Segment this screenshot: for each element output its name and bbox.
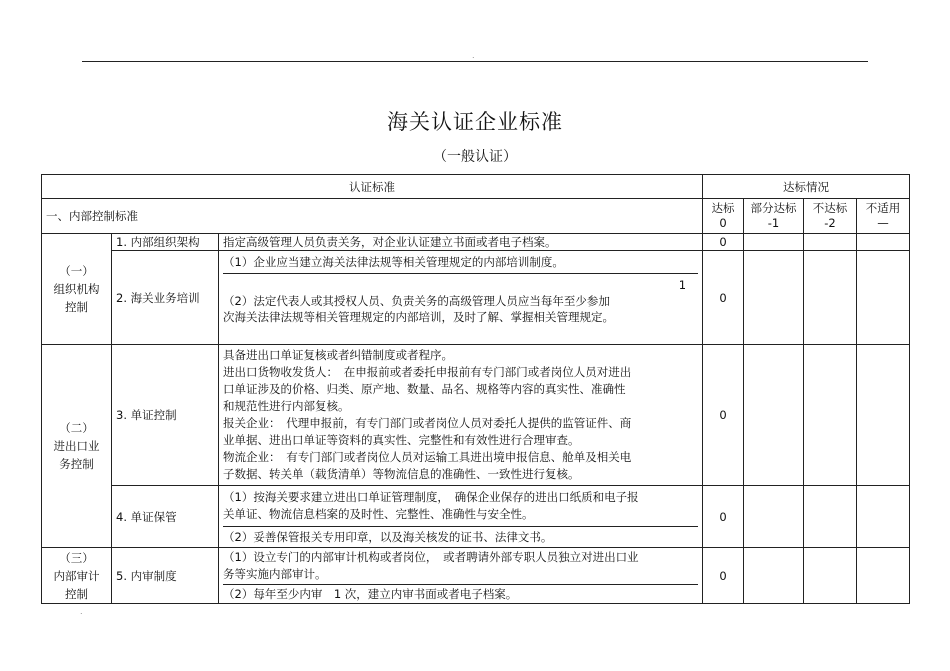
table-row bbox=[42, 486, 910, 548]
category-import-export-control: （二） 进出口业 务控制 bbox=[42, 345, 112, 548]
document-subtitle: （一般认证） bbox=[433, 149, 517, 165]
criteria-text: （1）按海关要求建立进出口单证管理制度， 确保企业保存的进出口纸质和电子报 关单证、物流信息档案的及时性、完整性、准确性与安全性。 bbox=[223, 490, 639, 521]
category-org-control: （一） 组织机构 控制 bbox=[42, 234, 112, 345]
score-cell bbox=[804, 345, 857, 486]
score-cell bbox=[857, 548, 910, 604]
certification-standard-table bbox=[41, 174, 910, 604]
criteria-note: 1 bbox=[678, 278, 687, 292]
table-row bbox=[42, 345, 910, 486]
score-value: 0 bbox=[703, 345, 744, 486]
score-value: 0 bbox=[703, 251, 744, 345]
section-row bbox=[42, 199, 910, 234]
criteria-text: 具备进出口单证复核或者纠错制度或者程序。 进出口货物收发货人： 在申报前或者委托申报前有专门部门或者岗位人员对进出 口单证涉及的价格、归类、原产地、数量、品名、规格等内容的真实性、准确性 和规范性进行内部复核。 报关企业： 代理申报前，有专门部门或者岗位人员对委托人提供的监管证件、商 业单据、进出口单证等资料的真实性、完整性和有效性进行合理审查。 物流企业： 有专门部门或者岗位人员对运输工具进出境申报信息、舱单及相关电 子数据、转关单（载货清单）等物流信息的准确性、一致性进行复核。 bbox=[219, 345, 703, 486]
score-cell bbox=[857, 251, 910, 345]
score-cell bbox=[744, 251, 804, 345]
compliance-header: 达标情况 bbox=[703, 175, 910, 199]
item-name: 4. 单证保管 bbox=[112, 486, 219, 548]
score-cell bbox=[804, 548, 857, 604]
table-row bbox=[42, 234, 910, 251]
score-cell bbox=[857, 345, 910, 486]
item-name: 5. 内审制度 bbox=[112, 548, 219, 604]
score-value: 0 bbox=[703, 548, 744, 604]
score-cell bbox=[744, 486, 804, 548]
header-rule bbox=[82, 61, 868, 62]
document-title: 海关认证企业标准 bbox=[387, 110, 563, 134]
score-cell bbox=[744, 234, 804, 251]
score-col-partial: 部分达标 -1 bbox=[744, 199, 804, 234]
criteria-text: 指定高级管理人员负责关务，对企业认证建立书面或者电子档案。 bbox=[219, 234, 703, 251]
criteria-text: （2）妥善保管报关专用印章，以及海关核发的证书、法律文书。 bbox=[223, 526, 698, 547]
header-row bbox=[42, 175, 910, 199]
score-value: 0 bbox=[703, 486, 744, 548]
category-internal-audit: （三） 内部审计 控制 bbox=[42, 548, 112, 604]
item-name: 1. 内部组织架构 bbox=[112, 234, 219, 251]
score-cell bbox=[804, 234, 857, 251]
score-cell bbox=[804, 251, 857, 345]
item-name: 3. 单证控制 bbox=[112, 345, 219, 486]
score-cell bbox=[744, 345, 804, 486]
score-col-pass: 达标 0 bbox=[703, 199, 744, 234]
score-cell bbox=[857, 234, 910, 251]
score-col-fail: 不达标 -2 bbox=[804, 199, 857, 234]
table-row bbox=[42, 548, 910, 604]
criteria-cell bbox=[219, 251, 703, 345]
score-col-na: 不适用 — bbox=[857, 199, 910, 234]
score-value: 0 bbox=[703, 234, 744, 251]
header-dot: . bbox=[472, 51, 475, 60]
criteria-cell bbox=[219, 486, 703, 548]
criteria-cell bbox=[219, 548, 703, 604]
table-row bbox=[42, 251, 910, 345]
section-label: 一、内部控制标准 bbox=[42, 199, 703, 234]
criteria-text bbox=[223, 273, 698, 344]
footer-dot: . bbox=[80, 607, 83, 616]
criteria-text: （1）企业应当建立海关法律法规等相关管理规定的内部培训制度。 bbox=[223, 255, 564, 269]
criteria-text: （2）每年至少内审 1 次，建立内审书面或者电子档案。 bbox=[223, 584, 698, 603]
criteria-text-body: （2）法定代表人或其授权人员、负责关务的高级管理人员应当每年至少参加 次海关法律法规等相关管理规定的内部培训，及时了解、掌握相关管理规定。 bbox=[223, 294, 614, 324]
score-cell bbox=[744, 548, 804, 604]
criteria-text: （1）设立专门的内部审计机构或者岗位， 或者聘请外部专职人员独立对进出口业 务等实施内部审计。 bbox=[223, 550, 639, 581]
score-cell bbox=[857, 486, 910, 548]
item-name: 2. 海关业务培训 bbox=[112, 251, 219, 345]
score-cell bbox=[804, 486, 857, 548]
standard-header: 认证标准 bbox=[42, 175, 703, 199]
